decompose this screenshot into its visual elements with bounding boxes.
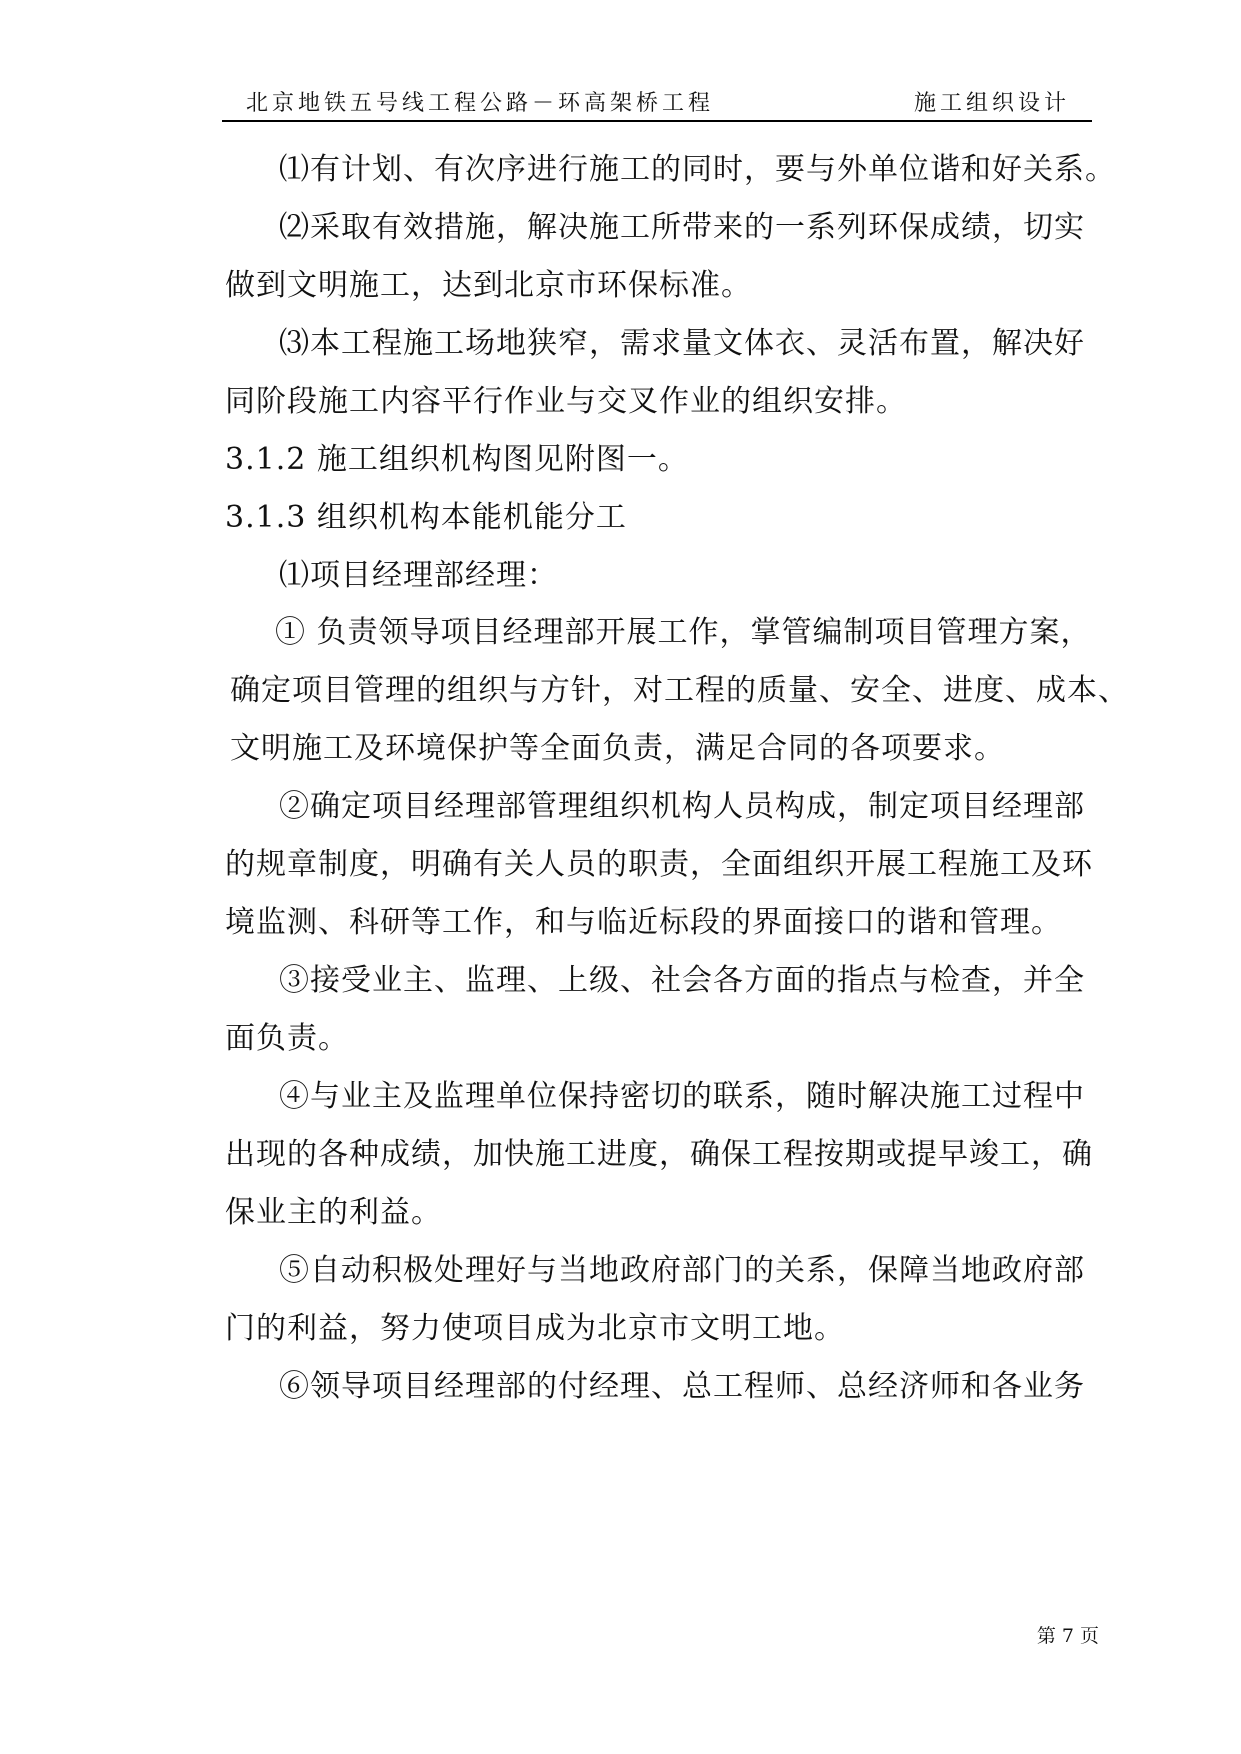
- subsection-heading: ⑴项目经理部经理：: [279, 558, 558, 593]
- paragraph-line: 同阶段施工内容平行作业与交叉作业的组织安排。: [225, 384, 907, 419]
- paragraph-line: 境监测、科研等工作，和与临近标段的界面接口的谐和管理。: [225, 905, 1062, 940]
- page-header: [222, 86, 1092, 122]
- paragraph-line: 文明施工及环境保护等全面负责，满足合同的各项要求。: [230, 731, 1005, 766]
- paragraph-line: ③接受业主、监理、上级、社会各方面的指点与检查，并全: [279, 963, 1085, 998]
- paragraph-line: 面负责。: [225, 1021, 349, 1056]
- section-heading: 3.1.2 施工组织机构图见附图一。: [225, 442, 689, 477]
- paragraph-line: 保业主的利益。: [225, 1195, 442, 1230]
- page-number: 第 7 页: [1036, 1625, 1099, 1647]
- paragraph-line: 出现的各种成绩，加快施工进度，确保工程按期或提早竣工，确: [225, 1137, 1093, 1172]
- paragraph-line: ⑥领导项目经理部的付经理、总工程师、总经济师和各业务: [279, 1369, 1085, 1404]
- paragraph-line: ① 负责领导项目经理部开展工作，掌管编制项目管理方案，: [275, 615, 1092, 650]
- paragraph-line: ②确定项目经理部管理组织机构人员构成，制定项目经理部: [279, 789, 1085, 824]
- section-heading: 3.1.3 组织机构本能机能分工: [225, 500, 627, 535]
- paragraph-line: ⑵采取有效措施，解决施工所带来的一系列环保成绩，切实: [279, 210, 1085, 245]
- paragraph-line: ⑤自动积极处理好与当地政府部门的关系，保障当地政府部: [279, 1253, 1085, 1288]
- paragraph-line: ⑶本工程施工场地狭窄，需求量文体衣、灵活布置，解决好: [279, 326, 1085, 361]
- paragraph-line: 的规章制度，明确有关人员的职责，全面组织开展工程施工及环: [225, 847, 1093, 882]
- paragraph-line: 做到文明施工，达到北京市环保标准。: [225, 268, 752, 303]
- paragraph-line: 确定项目管理的组织与方针，对工程的质量、安全、进度、成本、: [230, 673, 1129, 708]
- paragraph-line: ⑴有计划、有次序进行施工的同时，要与外单位谐和好关系。: [279, 152, 1116, 187]
- header-doc-type: 施工组织设计: [913, 91, 1070, 116]
- header-project-title: 北京地铁五号线工程公路－环高架桥工程: [246, 91, 715, 116]
- paragraph-line: ④与业主及监理单位保持密切的联系，随时解决施工过程中: [279, 1079, 1085, 1114]
- paragraph-line: 门的利益，努力使项目成为北京市文明工地。: [225, 1311, 845, 1346]
